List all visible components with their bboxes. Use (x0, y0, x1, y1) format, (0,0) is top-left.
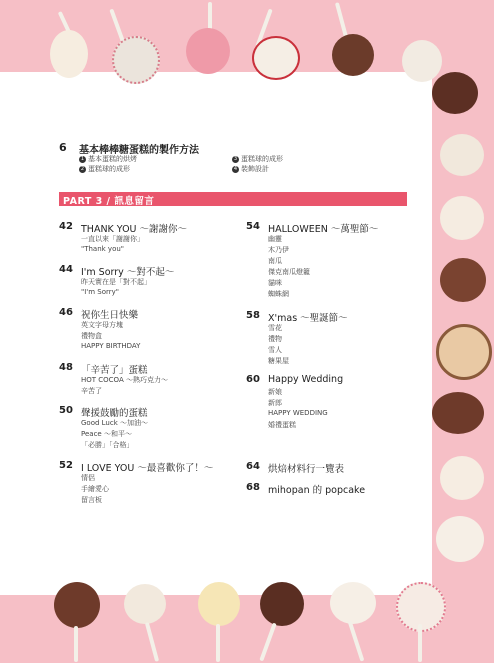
entry-subitem: 雪花 (268, 324, 282, 332)
entry-subitem: 幽靈 (268, 235, 282, 243)
cake-pop-icon (440, 456, 484, 500)
badge-icon: 3 (233, 156, 238, 162)
cake-pop-icon (332, 34, 374, 76)
entry-subitem: HOT COCOA ～熱巧克力～ (81, 376, 168, 384)
cake-pop-icon (436, 324, 492, 380)
entry-subitem: 昨天實在是「對不起」 (81, 278, 151, 286)
cake-pop-icon (124, 584, 166, 624)
entry-page-number: 42 (59, 221, 73, 232)
entry-subitem: 留言板 (81, 496, 102, 504)
entry-subitem: 英文字母方塊 (81, 321, 123, 329)
entry-page-number: 58 (246, 310, 260, 321)
entry-page-number: 52 (59, 460, 73, 471)
cake-pop-icon (186, 28, 230, 74)
entry-title: HALLOWEEN ～萬聖節～ (268, 224, 379, 235)
cake-pop-icon (54, 582, 100, 628)
entry-page-number: 48 (59, 362, 73, 373)
cake-pop-icon (252, 36, 300, 80)
entry-title: 聲援鼓勵的蛋糕 (81, 408, 148, 419)
entry-subitem: "Thank you" (81, 245, 125, 253)
entry-title: THANK YOU ～謝謝你～ (81, 224, 188, 235)
entry-subitem: 南瓜 (268, 257, 282, 265)
cake-pop-icon (440, 258, 486, 302)
cake-pop-icon (112, 36, 160, 84)
entry-subitem: HAPPY WEDDING (268, 409, 328, 417)
badge-icon: 4 (233, 166, 238, 172)
entry-subitem: 情侶 (81, 474, 95, 482)
entry-subitem: 雪人 (268, 346, 282, 354)
entry-subitem: HAPPY BIRTHDAY (81, 342, 141, 350)
cake-pop-icon (402, 40, 442, 82)
section-page-number: 6 (59, 141, 67, 154)
entry-subitem: 禮物盒 (81, 332, 102, 340)
entry-title: I LOVE YOU ～最喜歡你了！～ (81, 463, 214, 474)
toc-subitem: 3 蛋糕球的成形 (233, 155, 283, 163)
cake-pop-icon (440, 196, 484, 240)
entry-title: I'm Sorry ～對不起～ (81, 267, 175, 278)
entry-subitem: 一直以來「謝謝你」 (81, 235, 144, 243)
entry-title: Happy Wedding (268, 374, 344, 385)
entry-subitem: 傑克南瓜燈籠 (268, 268, 310, 276)
cake-pop-icon (432, 392, 484, 434)
cake-pop-icon (50, 30, 88, 78)
entry-subitem: 「必勝」「合格」 (81, 441, 134, 449)
part-heading-band (59, 192, 407, 206)
entry-subitem: 手繪愛心 (81, 485, 109, 493)
entry-subitem: 糖果屋 (268, 357, 289, 365)
entry-page-number: 44 (59, 264, 73, 275)
entry-title: mihopan 的 popcake (268, 485, 366, 496)
toc-subitem: 1 基本蛋糕的烘烤 (80, 155, 137, 163)
entry-page-number: 54 (246, 221, 260, 232)
entry-title: 「辛苦了」蛋糕 (81, 365, 148, 376)
entry-subitem: Good Luck ～加油～ (81, 419, 148, 427)
section-title: 基本棒棒糖蛋糕的製作方法 (79, 145, 199, 156)
entry-page-number: 68 (246, 482, 260, 493)
entry-page-number: 46 (59, 307, 73, 318)
entry-subitem: 新郎 (268, 399, 282, 407)
entry-page-number: 64 (246, 461, 260, 472)
cake-pop-icon (198, 582, 240, 626)
entry-subitem: 新娘 (268, 388, 282, 396)
cake-pop-icon (330, 582, 376, 624)
entry-subitem: 禮物 (268, 335, 282, 343)
entry-subitem: 辛苦了 (81, 387, 102, 395)
badge-icon: 1 (80, 156, 85, 162)
badge-icon: 2 (80, 166, 85, 172)
entry-page-number: 60 (246, 374, 260, 385)
toc-subitem: 4 裝飾設計 (233, 165, 269, 173)
cake-pop-icon (260, 582, 304, 626)
entry-subitem: 婚禮蛋糕 (268, 421, 296, 429)
entry-subitem: 蜘蛛網 (268, 290, 289, 298)
entry-subitem: "I'm Sorry" (81, 288, 119, 296)
entry-page-number: 50 (59, 405, 73, 416)
entry-subitem: 貓咪 (268, 279, 282, 287)
entry-title: X'mas ～聖誕節～ (268, 313, 348, 324)
entry-title: 祝你生日快樂 (81, 310, 139, 321)
entry-subitem: 木乃伊 (268, 246, 289, 254)
entry-title: 烘焙材料行一覽表 (268, 464, 345, 475)
entry-subitem: Peace ～和平～ (81, 430, 132, 438)
cake-pop-icon (436, 516, 484, 562)
toc-subitem: 2 蛋糕球的成形 (80, 165, 130, 173)
cake-pop-icon (432, 72, 478, 114)
cake-pop-icon (440, 134, 484, 176)
part-heading: PART 3 / 訊息留言 (63, 196, 155, 207)
